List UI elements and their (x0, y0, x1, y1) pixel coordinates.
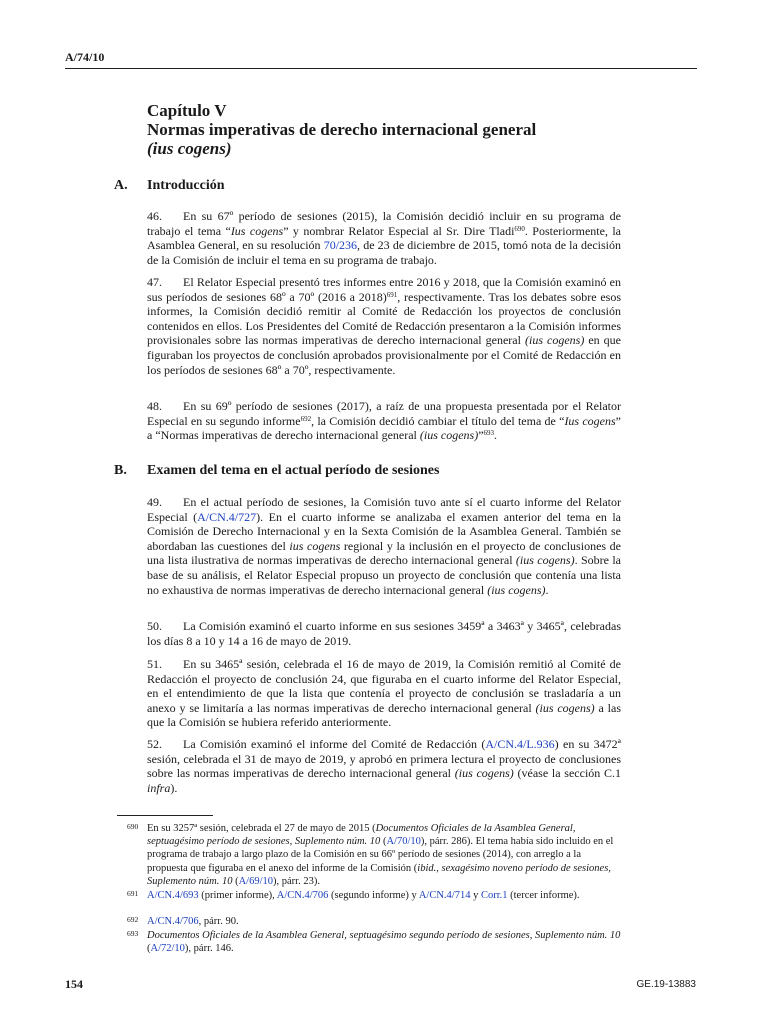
text-run: (véase la sección C.1 (513, 766, 622, 781)
text-run: ” (478, 428, 484, 443)
italic-run: (ius cogens) (515, 553, 575, 568)
italic-run: (ius cogens) (535, 700, 595, 715)
link-a-72-10[interactable]: A/72/10 (150, 943, 185, 955)
italic-run: Documentos Oficiales de la Asamblea General, septuagésimo período de sesiones, Suplemento núm. 10 (147, 823, 576, 848)
header-rule (65, 68, 697, 69)
footnote-ref-692[interactable]: 692 (300, 414, 312, 423)
text-run: ( (232, 875, 239, 887)
text-run: ” y nombrar Relator Especial al Sr. Dire Tladi (283, 223, 515, 238)
paragraph-52 (147, 737, 621, 795)
footnote-number: 691 (127, 889, 139, 898)
text-run: (tercer informe). (507, 890, 580, 901)
section-a-letter: A. (114, 178, 128, 193)
text-run: a las que la Comisión se hubiera referido anteriormente. (147, 700, 621, 730)
footnote-693 (127, 929, 621, 955)
chapter-label: Capítulo V (147, 101, 227, 120)
section-a-title: Introducción (147, 178, 225, 193)
footnote-691 (127, 889, 621, 902)
italic-run: (ius cogens) (524, 333, 585, 348)
text-run: , la Comisión decidió cambiar el título del tema de “ (311, 413, 565, 428)
text-run: ) en su 3472ª sesión, celebrada el 31 de mayo de 2019, y aprobó en primera lectura el proyecto de conclusiones sobre las normas imperativas de derecho internacional general (147, 737, 621, 781)
link-a-cn4-714[interactable]: A/CN.4/714 (418, 890, 471, 901)
italic-run: infra (147, 780, 171, 795)
page-number: 154 (65, 977, 83, 991)
text-run: ). En el cuarto informe se analizaba el examen anterior del tema en la Comisión de Derecho Internacional y en la Sexta Comisión de la Asamblea General. También se abordaban las cuestiones del (147, 509, 621, 553)
text-run: , respectivamente. Tras los debates sobre esos informes, la Comisión decidió remitir al Comité de Redacción los proyectos de conclusión contenidos en ellos. Los Presidentes del Comité de Redacción presentaron a la Comisión informes provisionales sobre las normas imperativas de derecho internacional general (147, 289, 621, 348)
footnote-separator (117, 815, 213, 816)
paragraph-number: 48. (147, 399, 162, 413)
chapter-title: Normas imperativas de derecho internacional general (147, 120, 537, 139)
footnote-ref-693[interactable]: 693 (483, 429, 495, 438)
footnote-number: 693 (127, 929, 139, 938)
text-run: (primer informe), (198, 890, 277, 901)
link-resolution-70-236[interactable]: 70/236 (323, 238, 358, 253)
text-run: ), párr. 286). El tema había sido incluido en el programa de trabajo a largo plazo de la Comisión en su 66º período de sesiones (2014), con arreglo a la propuesta que figuraba en el anexo del informe de la Comisión ( (147, 836, 614, 874)
paragraph-number: 49. (147, 495, 162, 509)
text-run: ( (380, 836, 387, 848)
section-b-letter: B. (114, 463, 127, 478)
paragraph-number: 50. (147, 619, 162, 633)
text-run: ), párr. 23). (273, 875, 320, 887)
link-a-cn4-706[interactable]: A/CN.4/706 (276, 890, 329, 901)
footnote-ref-690[interactable]: 690 (514, 224, 525, 233)
text-run: La Comisión examinó el informe del Comité de Redacción ( (183, 737, 486, 751)
link-a-cn4-693[interactable]: A/CN.4/693 (147, 890, 199, 901)
paragraph-48 (147, 399, 621, 443)
paragraph-46 (147, 209, 621, 267)
text-run: . Posteriormente, la Asamblea General, en su resolución (147, 223, 622, 253)
text-run: . (494, 428, 498, 443)
text-run: ” a “Normas imperativas de derecho internacional general (147, 413, 621, 443)
italic-run: ibid., sexagésimo noveno período de sesiones, Suplemento núm. 10 (147, 862, 611, 887)
text-run: En su 69º período de sesiones (2017), a raíz de una propuesta presentada por el Relator Especial en su segundo informe (147, 399, 621, 428)
footnote-number: 692 (127, 915, 139, 924)
text-run: (segundo informe) y (328, 890, 419, 901)
footnote-number: 690 (127, 822, 139, 831)
text-run: ( (147, 943, 151, 955)
paragraph-47 (147, 275, 621, 377)
footnote-690 (127, 822, 621, 888)
link-a-70-10[interactable]: A/70/10 (386, 836, 421, 848)
text-run: La Comisión examinó el cuarto informe en sus sesiones 3459ª a 3463ª y 3465ª, celebradas los días 8 a 10 y 14 a 16 de mayo de 2019. (147, 619, 621, 648)
text-run: en que figuraban los proyectos de conclusión aprobados provisionalmente por el Comité de Redacción en los períodos de sesiones 68º a 70º, respectivamente. (147, 333, 622, 377)
paragraph-number: 47. (147, 275, 162, 289)
text-run: El Relator Especial presentó tres informes entre 2016 y 2018, que la Comisión examinó en sus períodos de sesiones 68º a 70º (2016 a 2018) (147, 275, 621, 304)
text-run: ), párr. 146. (184, 943, 234, 955)
document-symbol: A/74/10 (65, 50, 105, 64)
text-run: . (545, 582, 549, 597)
text-run: . Sobre la base de su análisis, el Relator Especial propuso un proyecto de conclusión que contenía una lista no exhaustiva de normas imperativas de derecho internacional general (147, 553, 622, 597)
italic-run: Documentos Oficiales de la Asamblea General, septuagésimo segundo período de sesiones, Suplemento núm. 10 (147, 930, 621, 941)
italic-run: (ius cogens) (487, 582, 546, 597)
italic-run: (ius cogens) (454, 766, 514, 781)
text-run: , párr. 90. (198, 916, 239, 927)
paragraph-number: 51. (147, 657, 162, 671)
italic-run: (ius cogens) (419, 428, 479, 443)
section-b-title: Examen del tema en el actual período de sesiones (147, 463, 440, 478)
link-corr-1[interactable]: Corr.1 (480, 890, 508, 901)
italic-run: ius cogens (289, 538, 341, 553)
footnote-692 (127, 915, 621, 928)
text-run: regional y la inclusión en el proyecto de conclusiones de una lista ilustrativa de normas imperativas de derecho internacional general (147, 538, 621, 568)
chapter-heading (147, 101, 536, 158)
italic-run: Ius cogens (230, 223, 284, 238)
footnote-ref-691[interactable]: 691 (386, 290, 398, 299)
link-a-cn4-706[interactable]: A/CN.4/706 (147, 916, 199, 927)
link-a-69-10[interactable]: A/69/10 (238, 875, 273, 887)
paragraph-51 (147, 657, 621, 730)
text-run: En su 3465ª sesión, celebrada el 16 de mayo de 2019, la Comisión remitió al Comité de Redacción el proyecto de conclusión 24, que figuraba en el cuarto informe del Relator Especial, en el entendimiento de que la lista que contenía el proyecto de conclusión se trasladaría a un anexo y se limitaría a las normas imperativas de derecho internacional general (147, 657, 621, 715)
paragraph-49 (147, 495, 621, 597)
text-run: ). (170, 780, 178, 795)
text-run: En su 3257ª sesión, celebrada el 27 de mayo de 2015 ( (147, 823, 376, 834)
text-run: y (470, 890, 481, 901)
text-run: En su 67º período de sesiones (2015), la Comisión decidió incluir en su programa de trabajo el tema “ (147, 209, 621, 238)
text-run: En el actual período de sesiones, la Comisión tuvo ante sí el cuarto informe del Relator Especial ( (147, 495, 621, 524)
paragraph-50 (147, 619, 621, 648)
link-a-cn4-727[interactable]: A/CN.4/727 (197, 509, 257, 524)
text-run: , de 23 de diciembre de 2015, tomó nota de la decisión de la Comisión de incluir el tema en su programa de trabajo. (147, 238, 621, 267)
paragraph-number: 52. (147, 737, 162, 751)
chapter-subtitle: (ius cogens) (147, 139, 232, 158)
job-code: GE.19-13883 (636, 979, 696, 990)
paragraph-number: 46. (147, 209, 162, 223)
italic-run: Ius cogens (564, 413, 616, 428)
link-a-cn4-l936[interactable]: A/CN.4/L.936 (485, 737, 555, 751)
